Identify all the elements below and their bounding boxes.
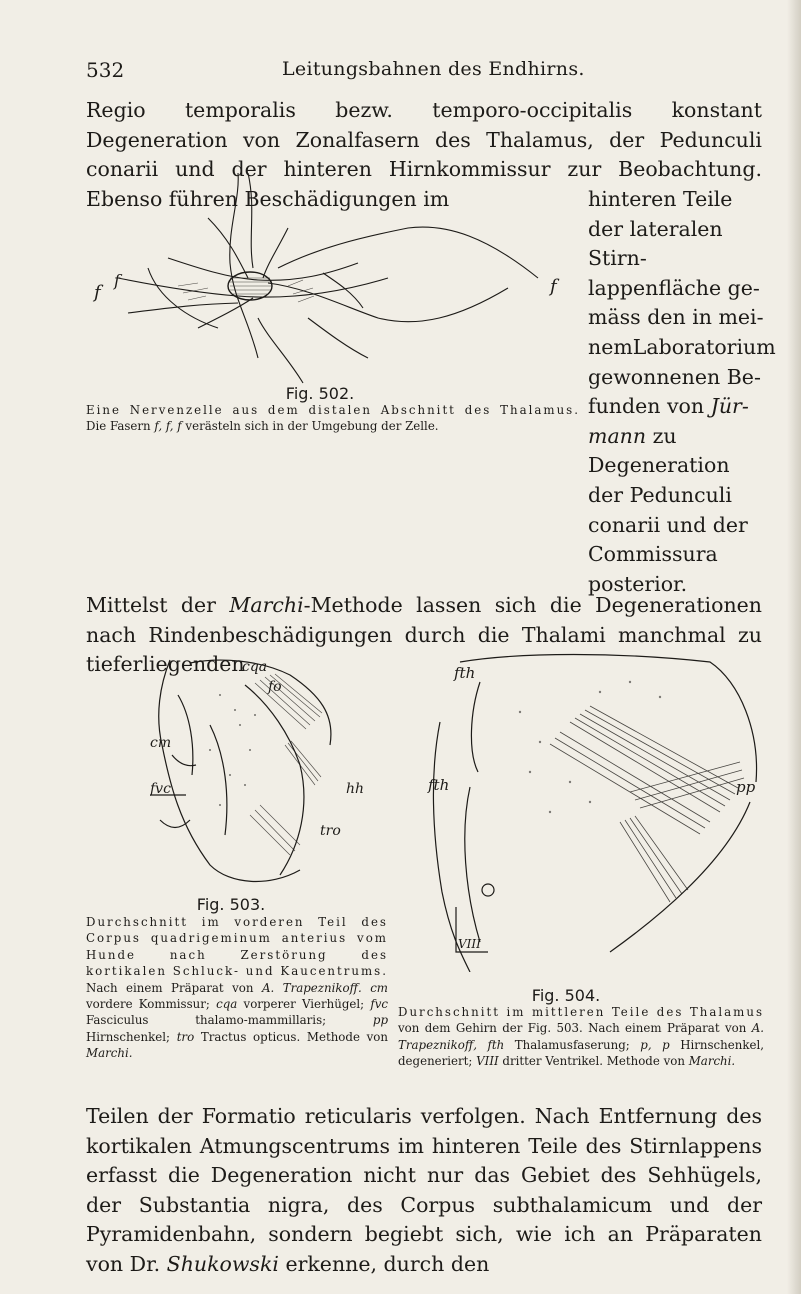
fig503-caption-d: vorperer Vierhügel;: [237, 997, 371, 1012]
corpus-quadrigeminum-section: [150, 655, 384, 891]
fig503-caption-a: Durchschnitt im vorderen Teil des Corpus quadrigeminum anterius vom Hunde nach Zerstörung des kortikalen Schluck- und Kaucentrums.: [86, 915, 388, 979]
fig504-caption-v: VIII: [476, 1054, 499, 1069]
fig504-caption-p: p, p: [640, 1037, 670, 1052]
fig504-caption-b: von dem Gehirn der Fig. 503. Nach einem Präparat von: [398, 1021, 752, 1036]
nerve-cell-illustration: [88, 168, 578, 386]
fig503-mark-hh: hh: [346, 781, 365, 797]
fig503-mark-fvc: fvc: [150, 781, 171, 797]
para2-text-a: hinteren Teile der lateralen Stirnlappenfläche gemäss den in meinemLaboratorium gewonnenen Befunden von: [588, 187, 776, 419]
fig504-caption-c: Thalamusfaserung;: [504, 1037, 641, 1052]
fig503-caption-fvc: fvc: [370, 997, 389, 1012]
figure-502: [88, 168, 578, 386]
thalamus-section: [420, 652, 770, 972]
para3-text-a: Mittelst der: [86, 593, 230, 617]
para4-text-b: erkenne, durch den: [278, 1251, 490, 1276]
fig504-mark-fth-1: fth: [454, 664, 476, 682]
page-number: 532: [86, 58, 125, 82]
running-title: Leitungsbahnen des Endhirns.: [282, 58, 585, 80]
fig503-caption-marchi: Marchi.: [86, 1046, 133, 1061]
page-header: [86, 58, 766, 84]
fig503-caption-tro: tro: [176, 1029, 195, 1044]
fig504-caption: [398, 1004, 764, 1070]
fig502-mark-f-3: f: [550, 276, 557, 297]
fig504-caption-d: Hirnschenkel, degeneriert;: [398, 1037, 764, 1069]
fig503-caption-pp: pp: [372, 1013, 388, 1028]
fig504-caption-author: A. Trapeznikoff, fth: [398, 1021, 764, 1052]
fig503-mark-cm: cm: [150, 735, 172, 751]
fig504-caption-e: dritter Ventrikel. Methode von: [498, 1054, 689, 1069]
fig502-caption-c: verästeln sich in der Umgebung der Zelle.: [181, 419, 439, 434]
para4-text-a: Teilen der Formatio reticularis verfolgen. Nach Entfernung des kortikalen Atmungscentrums im hinteren Teile des Stirnlappens erfasst die Degeneration nicht nur das Gebiet des Sehhügels, der Substantia nigra, des Corpus subthalamicum und der Pyramidenbahn, sondern begiebt sich, wie ich an Präparaten von Dr.: [86, 1104, 762, 1276]
page-edge-shadow: [787, 0, 801, 1294]
fig504-label: Fig. 504.: [531, 986, 601, 1005]
fig502-caption-fff: f, f, f: [154, 419, 182, 434]
fig502-mark-f-1: f: [94, 282, 101, 303]
para3-method: Marchi: [229, 593, 304, 617]
fig503-caption-cqa: cqa: [216, 997, 238, 1012]
fig502-caption: [86, 402, 580, 435]
paragraph-1: Regio temporalis bezw. temporo-occipitalis konstant Degeneration von Zonalfasern des Thalamus, der Pedunculi conarii und der hinteren Hirnkommissur zur Beobachtung. Ebenso führen Beschädigungen im: [86, 98, 762, 211]
fig503-caption-c: vordere Kommissur;: [86, 997, 217, 1012]
figure-504: [420, 652, 770, 972]
figure-503: [150, 655, 384, 891]
para4-author: Shukowski: [166, 1251, 279, 1276]
fig504-caption-a: Durchschnitt im mittleren Teile des Thalamus: [398, 1005, 764, 1019]
para2-text-b: zu Degeneration der Pedunculi conarii und der Commissura posterior.: [588, 423, 748, 596]
fig503-caption-e: Fasciculus thalamo-mammillaris;: [86, 1013, 373, 1028]
fig504-mark-fth-2: fth: [428, 776, 450, 794]
fig502-caption-b: Die Fasern: [86, 419, 155, 434]
paragraph-2: [588, 185, 776, 599]
fig504-mark-viii: VIII: [458, 937, 481, 951]
fig504-caption-marchi: Marchi.: [688, 1054, 736, 1069]
fig503-caption-g: Tractus opticus. Methode von: [194, 1029, 388, 1044]
fig503-caption: [86, 914, 388, 1062]
fig502-mark-f-2: f: [114, 271, 120, 290]
para2-author: Jürmann: [588, 394, 749, 448]
fig503-caption-author: A. Trapeznikoff.: [261, 980, 362, 995]
fig502-caption-a: Eine Nervenzelle aus dem distalen Abschnitt des Thalamus.: [86, 403, 580, 417]
fig503-caption-f: Hirnschenkel;: [86, 1029, 177, 1044]
fig502-label: Fig. 502.: [285, 384, 355, 403]
paragraph-4: [86, 1102, 762, 1280]
fig503-mark-fo: fo: [268, 679, 282, 695]
fig503-caption-b: Nach einem Präparat von: [86, 980, 262, 995]
fig503-caption-cm: cm: [370, 980, 388, 995]
fig504-mark-pp: pp: [736, 778, 756, 796]
para3-text-b: -Methode lassen sich die Degenerationen nach Rindenbeschädigungen durch die Thalami manchmal zu tieferliegenden: [86, 593, 762, 677]
fig503-mark-tro: tro: [320, 823, 341, 839]
fig503-label: Fig. 503.: [196, 895, 266, 914]
fig503-mark-cqa: cqa: [242, 659, 268, 675]
